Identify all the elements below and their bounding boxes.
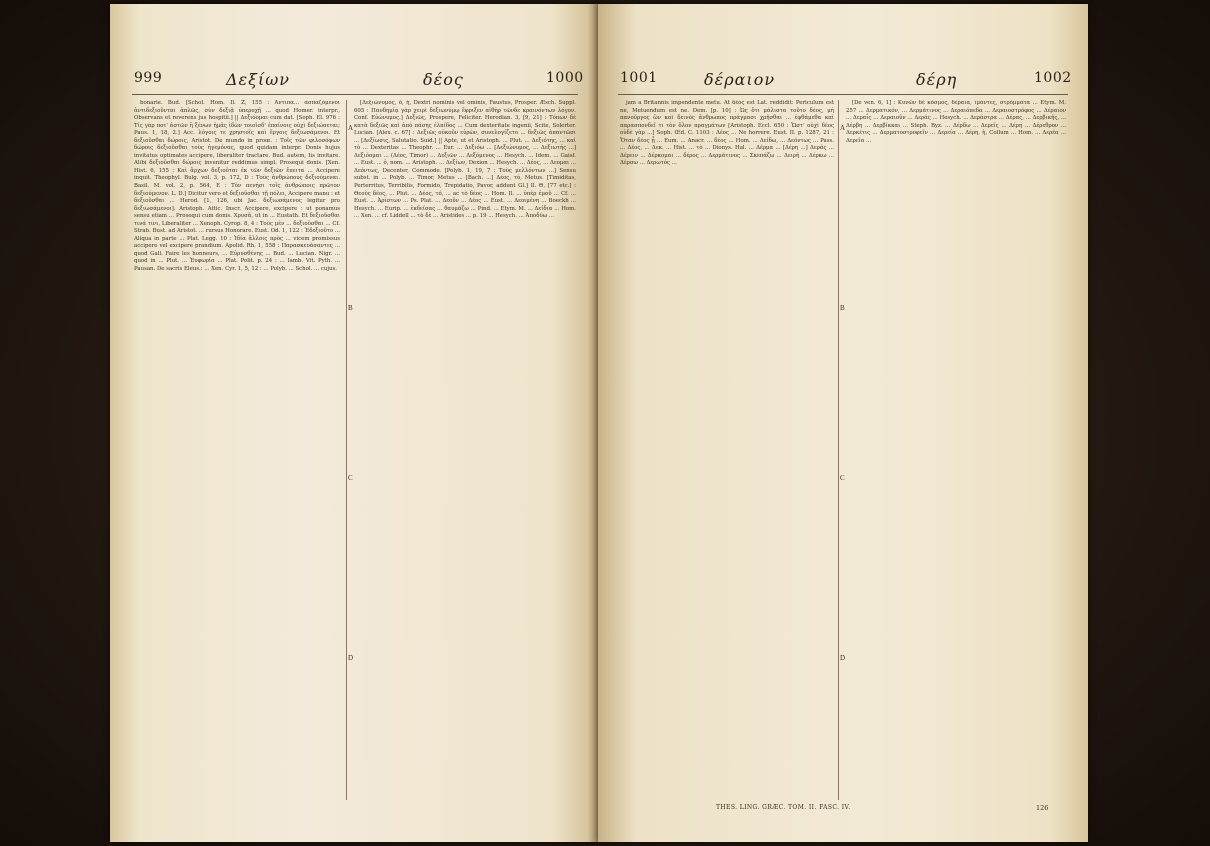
margin-letter-a: A <box>840 124 846 132</box>
page-number-999: 999 <box>134 70 163 86</box>
signature-mark: 126 <box>1036 804 1049 812</box>
column-2 <box>354 100 576 800</box>
margin-letter-d: D <box>840 654 846 662</box>
page-number-1000: 1000 <box>546 70 584 86</box>
column-text: [Δεξιώνυμος, ὁ, ἡ, Dextri nominis vel ominis, Faustus, Prosper. Æsch. Suppl. 605 : Πανδημίᾳ γὰρ χειρὶ δεξιωνύμῳ ἔφριξεν αἰθὴρ τῶνδε κραινόντων λόγον. Conf. Εὐώνυμος.] Δεξιῶς, Prospere, Feliciter. Herodian. 3, [9, 21] : Τόπων δὲ κατὰ δεξιῶς καὶ ἀπὸ πάσης ἐλπίδος ... Cum dexteritate ingenii, Scite, Solerter. Lucian. [Alex. c. 67] : Δεξιῶς οὐκοῦν εὑρὼν, συνελογίζετο ... δεξιῶς ἀπαντῶσι ... [Δεξίωσις, Salutatio. Suid.] || Apte, ut et Aristoph. ... Plut. ... Δεξιότης, ... καὶ τὸ ... Dexteritas ... Theophr. ... Eur. ... Δεξιόω ... [Δεξιώνυμος, ... Δεξιωτής ...] Δεξιόομαι ... (Δέος, Timor) ... Δεξιῶν ... Δεξόμενος ... Hesych. ... Idem. ... Gaisf. ... Eust. ... ὁ, nom. ... Aristoph. ... Δεξίων, Dexion ... Hesych. ... Δέος, ... Δεομαι ... Δεόντως, Decenter, Commode. [Polyb. 1, 19, 7 : Τοὺς μελλόντων ...] Sensu subst. in ... Polyb. ... Timor, Metus ... [Bach. ...] Δέος, τὸ, Metus. [Timiditas, Perterritus, Terribilis, Formido, Trepidatio, Pavor, addunt Gl.] Il. Θ, [77 etc.] : Θεοὺς δέος, ... Plut. ... Δέος, τό, ... ac τὸ δέος ... Hom. Il. ... ὑπὲρ ἐμοῦ ... Cf. ... Eust. ... Ἀρίστων ... Ps. Plat. ... Δεοῦν ... Δέος ... Eust. ... Δεοιμένη ... Boeckh ... Hesych. ... Eurip. ... ἐκδείσας ... θαυμάζω ... Pind. ... Etym. M. ... Δείδια ... Hom. ... Xen. ... cf. Liddell ... τὸ δὲ ... Aristides ... p. 19 ... Hesych. ... Ἀποδύω ... <box>354 100 576 220</box>
headword-left: Δεξίων <box>226 70 290 89</box>
column-divider <box>346 100 347 800</box>
header-rule <box>618 94 1068 95</box>
header-rule <box>132 94 578 95</box>
page-number-1002: 1002 <box>1034 70 1072 86</box>
page-number-1001: 1001 <box>620 70 658 86</box>
margin-letter-b: B <box>840 304 845 312</box>
column-1 <box>134 100 340 800</box>
margin-letter-c: C <box>348 474 353 482</box>
column-text: jam a Britannis impendente metu. At δέος est Lat. reddidit: Periculum est ne, Metuendum est ne. Dem. [p. 10] : Ὡς ὅτι μάλιστα τοῦτο δέος, μὴ πανοῦργος ὢν καὶ δεινὸς ἄνθρωπος πράγμασι χρῆσθαι ... ἐφθάμεθα καὶ παρασπονδεῖ τι τὸν ὅλον πραγμάτων [Aristoph. Eccl. 650 : Ὥστ' οὐχὶ δέος οὐδὲ γὰρ ...] Soph. Œd. C. 1103 : Δέος ... Ne horrere. Eust. II. p. 1287, 21 : Ὅταν δέος ᾖ ... Eum. ... Anacr. ... δέος ... Hom. ... Δείδω, ... Δεόντως ... Pass. ... Δέος, ... Δεκ. ... Hist. ... τὸ ... Dionys. Hal. ... Δέρμα ... [Δέρη ...] Δεράς ... Δέρειν ... Δέρκομαι ... δέρος ... Δερμάτινος ... Σκεπάζω ... Δειρή ... Δέρκω ... Δέρσω ... Δερωτός ... <box>620 100 834 167</box>
column-text: bonarie. Bud. [Schol. Hom. Il. Z, 155 : Ἀντιπα... ἀσπαζόμενοι ἀντιδεξιοῦνται ἁπλῶς, σὺν δεξιᾷ ὑπεροχῇ ... quod Homer. interpr., Observans et reverens jus hospitii.] || Δεξιόομαι cum dat. [Soph. El. 976 : Τίς γάρ ποτ' ἀστῶν ἢ ξένων ἡμᾶς ἰδὼν τοιοῖσδ' ἐπαίνοις οὐχὶ δεξιώσεται; Paus. 1, 18, 2.] Acc. λόγοις τε χρηστοῖς καὶ ἔργοις δεξιωσάμενοι. Et δεξιοῦσθαι δώροις, Aristot. De mundo in proœ. : Τοῖς τῶν φιλοσόφων δώροις δεξιοῦσθαι τοὺς ἡγεμόνας, quod quidam interpr. Donis hujus invitatus optimates accipere, liberaliter tractare. Bud. autem, Iis invitare. Alibi δεξιοῦσθαι δώροις invenitur reddimus simpl. Prosequi donis. [Xen. Hist. 6, 155 : Καὶ ἄρχων δεξιοῦται ἐκ τῶν δεξιῶν ἔπειτα ... Accipere inquit. Theophyl. Bulg. vol. 3, p. 172, D : Τοὺς ἀνθρώπους δεξιούμεναι. Basil. M. vol. 2, p. 564, E : Τὸν πενήσι τοῖς ἀνθρώποις πρῶτον δεξιούμενον. L. D.] Dicitur vero et δεξιοῦσθαι τῇ πόλει, Accipere manu : et δεξιοῦσθαι ... Herod. [1, 126, ubi Jac. δεξιωσάμενος legitur pro δεξιωσάμενοι]. Aristoph. Attic. Inscr. Accipere, excipere : ut ponamus sensu etiam ... Prosequi cum donis. Χρυσᾶ, ut in ... Eustath. Et δεξιοῦσθαι τινά τινι, Liberaliter ... Xenoph. Cyrop. 8, 4 : Τοὺς μὲν ... δεξιοῦσθαι ... Cf. Strab. Bust. ad Aristot. ... rursus Honorare. Eust. Od. 1, 122 : Ἐδεξιοῦτο ... Aliqua in parte ... Plat. Legg. 10 : Ἰδία ἄλλοις πρὸς ... vicem promissus accipere vel excipere prandium. Apolid. Rh. 1, 558 : Παρασκευάσαντες ... quod Gall. Faire les honneurs, ... Εὐρυσθένης ... Bud. ... Lucian. Nigr. ... quod in ... Plut. ... Ἐυφωρία ... Plat. Polit. p. 24 : ... Iamb. Vit. Pyth. ... Pausan. De sacris Eleus.: ... Xen. Cyr. 1, 5, 12 : ... Polyb. ... Schol. ... cujus. <box>134 100 340 273</box>
left-page-header <box>110 70 600 94</box>
margin-letter-a: A <box>348 124 354 132</box>
column-divider <box>838 100 839 800</box>
right-page <box>598 4 1088 842</box>
headword-left: δέραιον <box>704 70 776 89</box>
column-text: [De ven. 6, 1] : Κυνῶν δὲ κόσμος, δέραια, ἱμάντες, στρόμματα ... Etym. M. 257 ... Δερματικόν, ... Δερμάτινος ... Δεραιόπεδα ... Δεραιοστρόφος ... Δέραιον ... Δεραΐς ... Δεραιοῦν ... Δεράς ... Hesych. ... Δεράστρα ... Δέρας, ... Δερβικῆς, ... Δέρβη ... Δερβίκκαι ... Steph. Byz. ... Δέρδω ... Δερεῖς ... Δέρη ... Δέρεθρον ... Δερκέτις ... Δερματοστροφεῖν ... Δερεία ... Δέρη, ἡ, Collum ... Hom. ... Δερέα ... Δερεῖα ... <box>846 100 1066 144</box>
margin-letter-b: B <box>348 304 353 312</box>
column-1 <box>620 100 834 792</box>
margin-letter-d: D <box>348 654 354 662</box>
margin-letter-c: C <box>840 474 845 482</box>
left-page <box>110 4 600 842</box>
fascicle-footer: THES. LING. GRÆC. TOM. II. FASC. IV. <box>716 804 851 811</box>
column-2 <box>846 100 1066 800</box>
right-page-header <box>598 70 1088 94</box>
headword-right: δέρη <box>916 70 958 89</box>
headword-right: δέος <box>423 70 464 89</box>
book-spread <box>110 4 1088 842</box>
